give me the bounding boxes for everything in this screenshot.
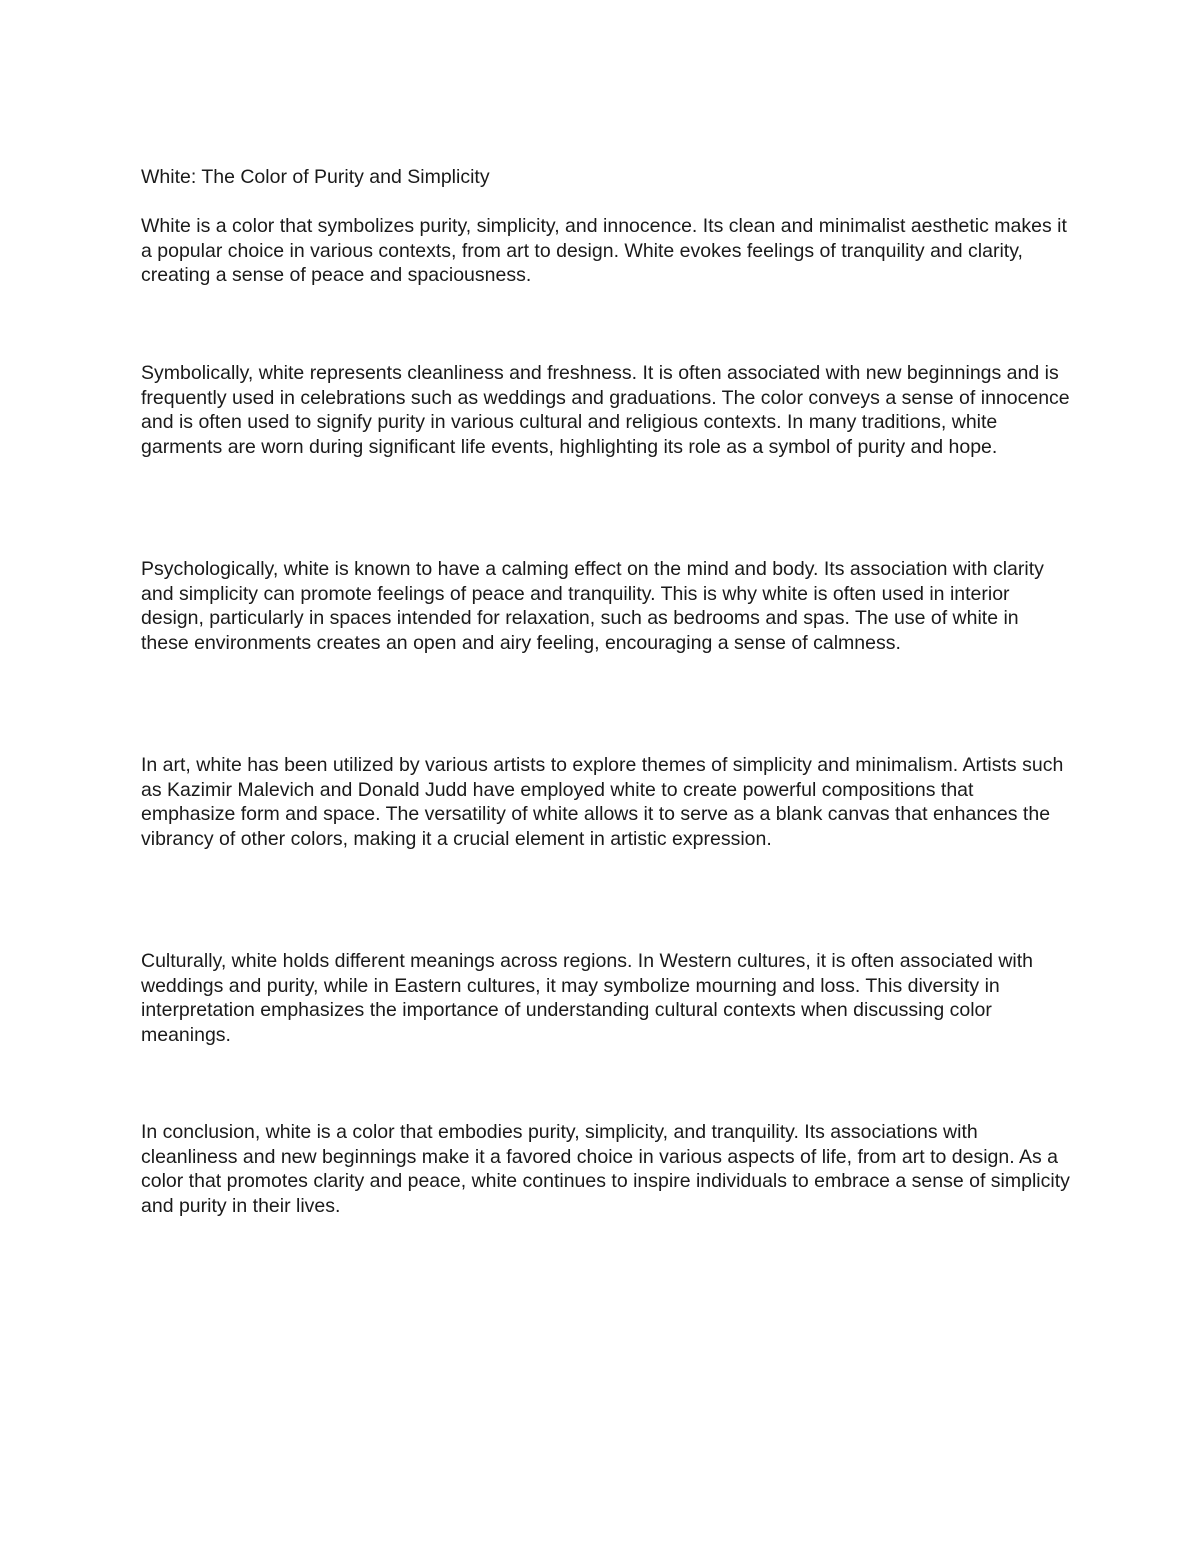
paragraph-symbolism: Symbolically, white represents cleanliness and freshness. It is often associated with new beginnings and is frequently used in celebrations such as weddings and graduations. The color conveys a sense of innocence and is often used to signify purity in various cultural and religious contexts. In many traditions, white garments are worn during significant life events, highlighting its role as a symbol of purity and hope.: [141, 362, 1070, 458]
paragraph-conclusion: In conclusion, white is a color that embodies purity, simplicity, and tranquility. Its associations with cleanliness and new beginnings make it a favored choice in various aspects of life, from art to design. As a color that promotes clarity and peace, white continues to inspire individuals to embrace a sense of simplicity and purity in their lives.: [141, 1121, 1070, 1217]
paragraph-psychology: Psychologically, white is known to have a calming effect on the mind and body. Its association with clarity and simplicity can promote feelings of peace and tranquility. This is why white is often used in interior design, particularly in spaces intended for relaxation, such as bedrooms and spas. The use of white in these environments creates an open and airy feeling, encouraging a sense of calmness.: [141, 558, 1044, 654]
paragraph-art: In art, white has been utilized by various artists to explore themes of simplicity and minimalism. Artists such as Kazimir Malevich and Donald Judd have employed white to create powerful compositions that emphasize form and space. The versatility of white allows it to serve as a blank canvas that enhances the vibrancy of other colors, making it a crucial element in artistic expression.: [141, 754, 1064, 850]
document-title: White: The Color of Purity and Simplicity: [141, 166, 490, 188]
paragraph-introduction: White is a color that symbolizes purity, simplicity, and innocence. Its clean and minimalist aesthetic makes it a popular choice in various contexts, from art to design. White evokes feelings of tranquility and clarity, creating a sense of peace and spaciousness.: [141, 215, 1067, 287]
paragraph-culture: Culturally, white holds different meanings across regions. In Western cultures, it is often associated with weddings and purity, while in Eastern cultures, it may symbolize mourning and loss. This diversity in interpretation emphasizes the importance of understanding cultural contexts when discussing color meanings.: [141, 950, 1034, 1046]
